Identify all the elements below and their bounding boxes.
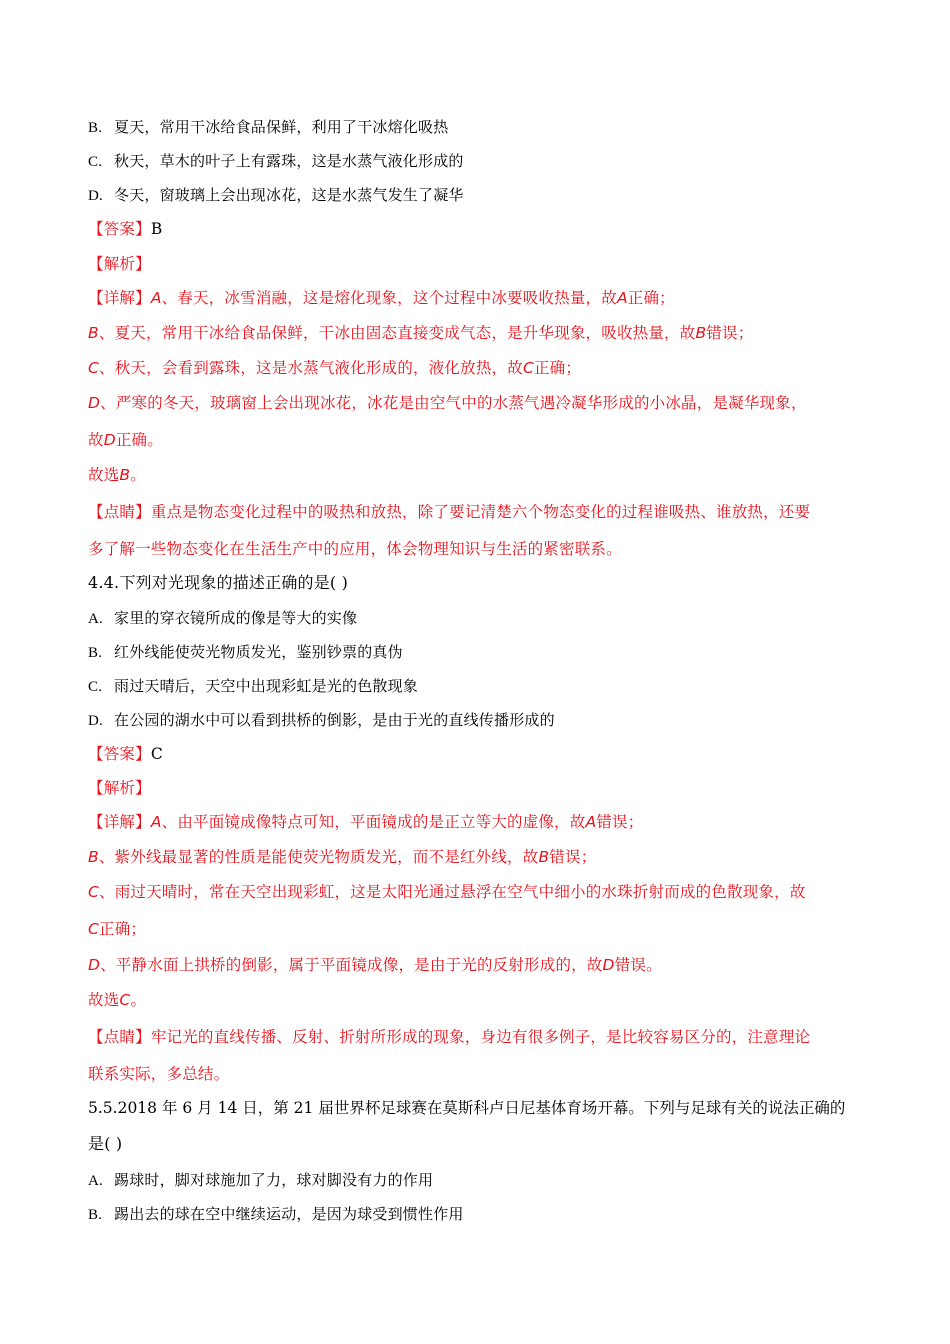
detail-lead: C bbox=[88, 359, 100, 377]
detail-end: 错误； bbox=[549, 848, 597, 866]
detail-ref: C bbox=[88, 920, 100, 938]
detail-end: 正确； bbox=[533, 359, 582, 377]
choose-ref: B bbox=[119, 466, 131, 484]
detail-end: 错误； bbox=[706, 324, 754, 342]
q5-option-a bbox=[88, 1170, 433, 1191]
analysis-tag: 【解析】 bbox=[88, 779, 151, 797]
q4-note-line-2 bbox=[88, 1064, 229, 1084]
answer-tag: 【答案】 bbox=[88, 745, 151, 763]
answer-value: C bbox=[150, 745, 163, 763]
note-text: 牢记光的直线传播、反射、折射所形成的现象，身边有很多例子，是比较容易区分的，注意理论 bbox=[150, 1028, 811, 1046]
q4-detail-d bbox=[88, 955, 662, 975]
detail-tag: 【详解】 bbox=[88, 289, 151, 307]
q4-detail-c bbox=[88, 882, 806, 902]
q4-analysis bbox=[88, 778, 151, 798]
detail-ref: D bbox=[103, 431, 116, 449]
answer-value: B bbox=[150, 220, 163, 238]
option-text: 夏天，常用干冰给食品保鲜，利用了干冰熔化吸热 bbox=[114, 118, 449, 136]
option-letter: D. bbox=[88, 188, 103, 204]
q4-option-b bbox=[88, 642, 403, 663]
detail-ref: A bbox=[616, 289, 628, 307]
answer-tag: 【答案】 bbox=[88, 220, 151, 238]
detail-pre: 故 bbox=[88, 431, 104, 449]
detail-tag: 【详解】 bbox=[88, 813, 151, 831]
detail-text: 、夏天，常用干冰给食品保鲜，干冰由固态直接变成气态，是升华现象，吸收热量，故 bbox=[98, 324, 696, 342]
note-tag: 【点睛】 bbox=[88, 503, 151, 521]
detail-ref: A bbox=[585, 813, 597, 831]
q3-note-line-1 bbox=[88, 502, 810, 522]
detail-end: 正确； bbox=[627, 289, 675, 307]
option-text: 红外线能使荧光物质发光，鉴别钞票的真伪 bbox=[114, 643, 403, 661]
note-text: 重点是物态变化过程中的吸热和放热，除了要记清楚六个物态变化的过程谁吸热、谁放热，还要 bbox=[150, 503, 811, 521]
option-text: 踢球时，脚对球施加了力，球对脚没有力的作用 bbox=[114, 1171, 434, 1189]
detail-lead: A bbox=[150, 289, 162, 307]
q5-option-b bbox=[88, 1204, 464, 1225]
detail-text: 、紫外线最显著的性质是能使荧光物质发光，而不是红外线，故 bbox=[98, 848, 539, 866]
option-text: 家里的穿衣镜所成的像是等大的实像 bbox=[114, 609, 358, 627]
q5-stem-line-1: 5.5.2018 年 6 月 14 日，第 21 届世界杯足球赛在莫斯科卢日尼基体育场开幕。下列与足球有关的说法正确的 bbox=[88, 1099, 846, 1117]
option-text: 在公园的湖水中可以看到拱桥的倒影，是由于光的直线传播形成的 bbox=[114, 711, 555, 729]
q3-detail-a bbox=[88, 288, 675, 308]
option-letter: D. bbox=[88, 713, 103, 729]
q4-detail-b bbox=[88, 847, 596, 867]
detail-text: 、春天，冰雪消融，这是熔化现象，这个过程中冰要吸收热量，故 bbox=[161, 289, 617, 307]
option-letter: B. bbox=[88, 645, 103, 661]
choose-end: 。 bbox=[130, 991, 147, 1009]
detail-lead: D bbox=[88, 394, 101, 412]
detail-ref: B bbox=[538, 848, 550, 866]
detail-text: 、雨过天晴时，常在天空出现彩虹，这是太阳光通过悬浮在空气中细小的水珠折射而成的色散现象，故 bbox=[99, 883, 806, 901]
option-text: 踢出去的球在空中继续运动，是因为球受到惯性作用 bbox=[114, 1205, 464, 1223]
option-letter: A. bbox=[88, 611, 103, 627]
detail-lead: C bbox=[88, 883, 100, 901]
option-letter: A. bbox=[88, 1173, 103, 1189]
detail-text: 、平静水面上拱桥的倒影，属于平面镜成像，是由于光的反射形成的，故 bbox=[100, 956, 603, 974]
analysis-tag: 【解析】 bbox=[88, 255, 151, 273]
q4-option-c bbox=[88, 676, 418, 697]
q4-stem: 4.4.下列对光现象的描述正确的是( ) bbox=[88, 573, 349, 592]
note-text: 联系实际，多总结。 bbox=[88, 1065, 230, 1083]
detail-end: 正确。 bbox=[115, 431, 163, 449]
detail-text: 、秋天，会看到露珠，这是水蒸气液化形成的，液化放热，故 bbox=[99, 359, 523, 377]
detail-lead: B bbox=[88, 848, 99, 866]
detail-lead: A bbox=[150, 813, 162, 831]
q3-option-b bbox=[88, 117, 448, 138]
q4-option-d bbox=[88, 710, 555, 731]
detail-lead: B bbox=[88, 324, 99, 342]
q3-option-c bbox=[88, 151, 464, 172]
q3-note-line-2 bbox=[88, 539, 622, 559]
detail-ref: B bbox=[695, 324, 707, 342]
option-letter: C. bbox=[88, 679, 103, 695]
detail-text: 、严寒的冬天，玻璃窗上会出现冰花，冰花是由空气中的水蒸气遇冷凝华形成的小冰晶，是凝华现象， bbox=[100, 394, 807, 412]
choose-pre: 故选 bbox=[88, 991, 120, 1009]
q4-choose bbox=[88, 990, 146, 1010]
option-text: 冬天，窗玻璃上会出现冰花，这是水蒸气发生了凝华 bbox=[114, 186, 464, 204]
q3-choose bbox=[88, 465, 146, 485]
option-text: 秋天，草木的叶子上有露珠，这是水蒸气液化形成的 bbox=[114, 152, 464, 170]
choose-end: 。 bbox=[130, 466, 146, 484]
q4-answer bbox=[88, 744, 163, 764]
note-tag: 【点睛】 bbox=[88, 1028, 151, 1046]
detail-lead: D bbox=[88, 956, 101, 974]
q3-answer bbox=[88, 219, 162, 239]
detail-end: 错误； bbox=[596, 813, 644, 831]
q4-option-a bbox=[88, 608, 357, 629]
detail-end: 正确； bbox=[99, 920, 147, 938]
choose-pre: 故选 bbox=[88, 466, 120, 484]
q4-detail-a bbox=[88, 812, 643, 832]
choose-ref: C bbox=[119, 991, 131, 1009]
q3-option-d bbox=[88, 185, 464, 206]
q3-detail-d-cont bbox=[88, 430, 163, 450]
detail-ref: C bbox=[522, 359, 534, 377]
detail-text: 、由平面镜成像特点可知，平面镜成的是正立等大的虚像，故 bbox=[161, 813, 586, 831]
note-text: 多了解一些物态变化在生活生产中的应用，体会物理知识与生活的紧密联系。 bbox=[88, 540, 622, 558]
q4-note-line-1 bbox=[88, 1027, 810, 1047]
q3-detail-b bbox=[88, 323, 753, 343]
q3-detail-c bbox=[88, 358, 581, 378]
q5-stem-line-2: 是( ) bbox=[88, 1134, 123, 1153]
detail-end: 错误。 bbox=[614, 956, 662, 974]
option-letter: C. bbox=[88, 154, 103, 170]
detail-ref: D bbox=[602, 956, 615, 974]
q3-analysis bbox=[88, 254, 151, 274]
q4-detail-c-cont bbox=[88, 919, 146, 939]
option-text: 雨过天晴后，天空中出现彩虹是光的色散现象 bbox=[114, 677, 419, 695]
option-letter: B. bbox=[88, 120, 103, 136]
option-letter: B. bbox=[88, 1207, 103, 1223]
q3-detail-d bbox=[88, 393, 807, 413]
